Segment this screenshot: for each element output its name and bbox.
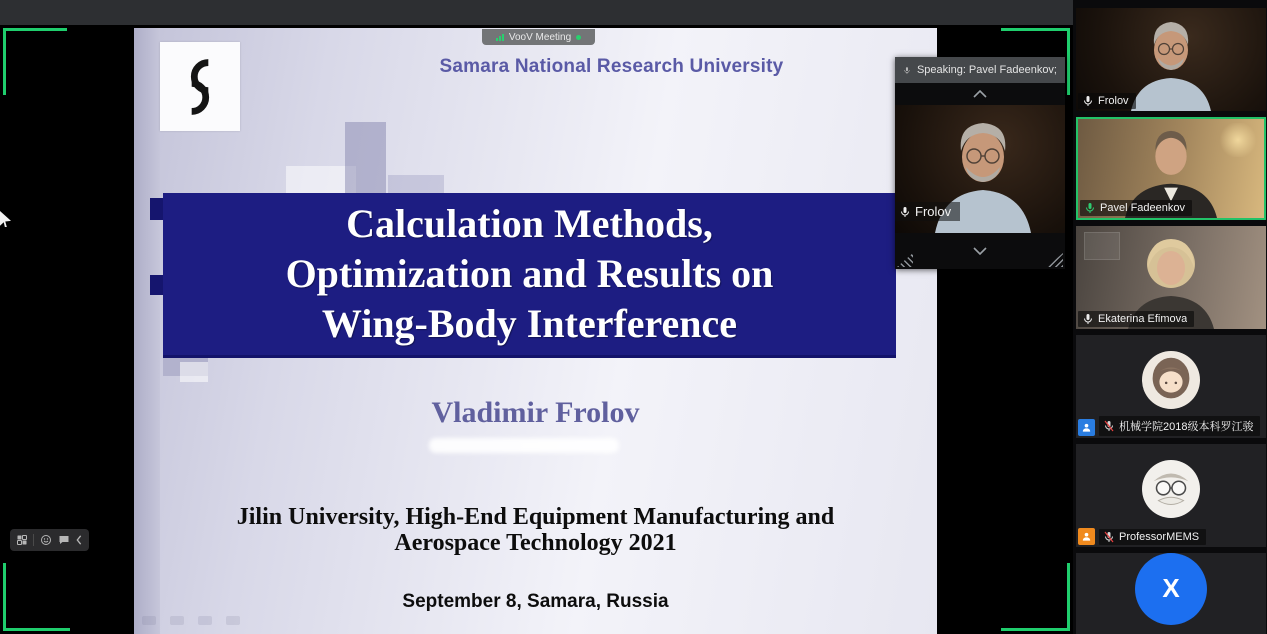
- slide-date-location: September 8, Samara, Russia: [402, 591, 669, 612]
- participant-name-tag: [1099, 416, 1260, 436]
- video-name-label: Frolov: [915, 204, 952, 219]
- collapse-up-button[interactable]: [895, 83, 1065, 105]
- participant-name: Pavel Fadeenkov: [1100, 202, 1185, 214]
- status-dot-icon: [576, 35, 581, 40]
- participant-name: Frolov: [1098, 95, 1129, 107]
- participant-name: ProfessorMEMS: [1119, 531, 1200, 543]
- chevron-up-icon: [972, 90, 988, 98]
- participant-name: 机械学院2018级本科罗江骏: [1119, 421, 1254, 433]
- professor-avatar-icon: [1142, 460, 1200, 518]
- slide-event-line: Jilin University, High-End Equipment Manufacturing and: [236, 504, 835, 530]
- mic-icon: [903, 65, 911, 76]
- speaker-video-frolov[interactable]: [895, 105, 1065, 233]
- slide-university-header: Samara National Research University: [439, 56, 784, 77]
- slide-title-line: Calculation Methods,: [346, 201, 713, 246]
- person-icon: [1081, 422, 1092, 433]
- mic-icon: [1082, 313, 1094, 325]
- slide-event-line: Aerospace Technology 2021: [394, 530, 677, 556]
- avatar-initial: [1135, 553, 1207, 625]
- meeting-status-badge[interactable]: [482, 29, 595, 45]
- slide-decoration: [150, 198, 163, 220]
- floating-speaker-panel[interactable]: [895, 57, 1065, 269]
- mic-active-icon: [1084, 202, 1096, 214]
- participant-tile-pavel-fadeenkov[interactable]: [1076, 117, 1266, 220]
- member-badge-icon: [1078, 419, 1095, 436]
- mouse-cursor: [0, 211, 11, 227]
- video-name-tag: [895, 202, 960, 221]
- share-border-bottom-left: [3, 628, 70, 631]
- signal-icon: [496, 34, 504, 41]
- participant-tile-student[interactable]: [1076, 335, 1266, 438]
- participant-name-tag: [1080, 200, 1192, 216]
- mic-icon: [899, 206, 911, 218]
- speaking-banner[interactable]: [895, 57, 1065, 83]
- resize-handle[interactable]: [897, 253, 913, 267]
- chevron-down-icon[interactable]: [972, 247, 988, 255]
- participant-name: Ekaterina Efimova: [1098, 313, 1188, 325]
- participant-tile-frolov[interactable]: [1076, 8, 1266, 111]
- share-border-top-left: [3, 28, 67, 31]
- collapse-left-icon[interactable]: [75, 535, 83, 545]
- mic-muted-icon: [1103, 531, 1115, 543]
- toolbar-divider: [33, 534, 34, 546]
- share-border-top-right: [1067, 28, 1070, 95]
- mic-icon: [1082, 95, 1094, 107]
- presenter-titlebar: [0, 0, 1073, 25]
- slide-title-banner: [163, 193, 896, 358]
- avatar-background: [1076, 553, 1266, 634]
- person-icon: [1081, 531, 1092, 542]
- chat-icon[interactable]: [58, 534, 70, 546]
- member-badge-icon: [1078, 528, 1095, 545]
- avatar-letter: X: [1162, 573, 1180, 604]
- participants-sidebar: [1073, 0, 1267, 634]
- share-border-top-left: [3, 28, 6, 95]
- slide-title-line: Optimization and Results on: [285, 251, 774, 296]
- avatar: [1142, 460, 1200, 518]
- mic-muted-icon: [1103, 420, 1115, 432]
- avatar: [1142, 351, 1200, 409]
- annotation-toolbar: [10, 529, 89, 551]
- presentation-slide: [134, 28, 937, 634]
- smiley-icon[interactable]: [40, 534, 52, 546]
- slide-author: Vladimir Frolov: [431, 396, 640, 429]
- speaking-banner-text: Speaking: Pavel Fadeenkov;: [916, 64, 1057, 76]
- share-border-bottom-left: [3, 563, 6, 631]
- participant-name-tag: [1099, 529, 1206, 545]
- participant-tile-x[interactable]: [1076, 553, 1266, 634]
- panel-bottom-bar: [895, 233, 1065, 269]
- slide-decoration: [429, 438, 619, 453]
- meeting-badge-label: VooV Meeting: [508, 31, 572, 43]
- share-border-bottom-right: [1067, 563, 1070, 631]
- participant-tile-ekaterina-efimova[interactable]: [1076, 226, 1266, 329]
- slide-event: [134, 504, 937, 556]
- slide-decoration: [180, 362, 208, 382]
- slide-title-line: Wing-Body Interference: [321, 301, 738, 346]
- participant-name-tag: [1078, 311, 1194, 327]
- apps-icon[interactable]: [16, 534, 28, 546]
- resize-handle[interactable]: [1047, 253, 1063, 267]
- slide-decoration: [150, 275, 163, 295]
- s-logo-icon: [174, 54, 226, 120]
- slide-presenter-controls: [142, 616, 240, 625]
- share-border-bottom-right: [1001, 628, 1070, 631]
- samara-university-logo: [160, 42, 240, 131]
- anime-avatar-icon: [1142, 351, 1200, 409]
- participant-name-tag: [1078, 93, 1136, 109]
- participant-tile-professormems[interactable]: [1076, 444, 1266, 547]
- share-border-top-right: [1001, 28, 1070, 31]
